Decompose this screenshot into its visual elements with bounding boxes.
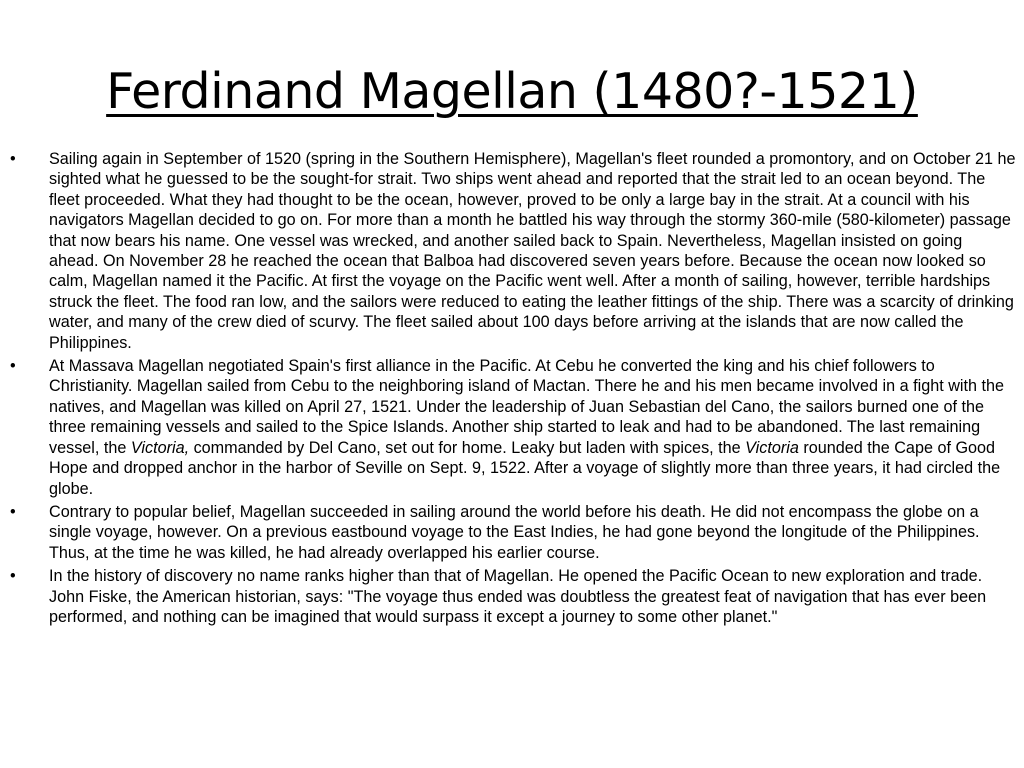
slide-title: [0, 62, 1024, 122]
bullet-text: Sailing again in September of 1520 (spring in the Southern Hemisphere), Magellan's fleet rounded a promontory, and on October 21 he sighted what he guessed to be the sought-for strait. Two ships went ahead and reported that the strait led to an ocean beyond. The fleet proceeded. What they had thought to be the ocean, however, proved to be only a large bay in the strait. At a council with his navigators Magellan decided to go on. For more than a month he battled his way through the stormy 360-mile (580-kilometer) passage that now bears his name. One vessel was wrecked, and another sailed back to Spain. Nevertheless, Magellan insisted on going ahead. On November 28 he reached the ocean that Balboa had discovered seven years before. Because the ocean now looked so calm, Magellan named it the Pacific. At first the voyage on the Pacific went well. After a month of sailing, however, terrible hardships struck the fleet. The food ran low, and the sailors were reduced to eating the leather fittings of the ship. There was a scarcity of drinking water, and many of the crew died of scurvy. The fleet sailed about 100 days before arriving at the islands that are now called the Philippines.: [49, 150, 1016, 352]
bullet-text-part-2: commanded by Del Cano, set out for home. Leaky but laden with spices, the: [189, 438, 746, 457]
bullet-icon: •: [10, 502, 16, 521]
bullet-text: Contrary to popular belief, Magellan succeeded in sailing around the world before his death. He did not encompass the globe on a single voyage, however. On a previous eastbound voyage to the East Indies, he had gone beyond the longitude of the Philippines. Thus, at the time he was killed, he had already overlapped his earlier course.: [49, 502, 980, 562]
bullet-icon: •: [10, 357, 16, 376]
bullet-icon: •: [10, 150, 16, 168]
bullet-list: [8, 149, 1016, 630]
slide-title-text: Ferdinand Magellan (1480?-1521): [106, 63, 918, 120]
bullet-icon: •: [10, 567, 16, 586]
bullet-text: In the history of discovery no name ranks higher than that of Magellan. He opened the Pacific Ocean to new exploration and trade. John Fiske, the American historian, says: "The voyage thus ended was doubtless the greatest feat of navigation that has ever been performed, and nothing can be imagined that would surpass it except a journey to some other planet.": [49, 567, 987, 626]
bullet-item-history: [8, 566, 1016, 627]
bullet-text-part-1: At Massava Magellan negotiated Spain's first alliance in the Pacific. At Cebu he converted the king and his chief followers to Christianity. Magellan sailed from Cebu to the neighboring island of Mactan. There he and his men became involved in a fight with the natives, and Magellan was killed on April 27, 1521. Under the leadership of Juan Sebastian del Cano, the sailors burned one of the three remaining vessels and sailed to the Spice Islands. Another ship started to leak and had to be abandoned. The last remaining vessel, the: [49, 357, 1004, 457]
bullet-item-popular-belief: [8, 502, 1016, 563]
bullet-text-part-3: rounded the Cape of Good Hope and dropped anchor in the harbor of Seville on Sept. 9, 1522. After a voyage of slightly more than three years, it had circled the globe.: [49, 438, 1001, 498]
bullet-item-strait: [8, 149, 1016, 353]
bullet-item-circumnavigation: [8, 356, 1016, 499]
ship-name-victoria: Victoria,: [130, 438, 190, 457]
ship-name-victoria-2: Victoria: [745, 438, 799, 457]
